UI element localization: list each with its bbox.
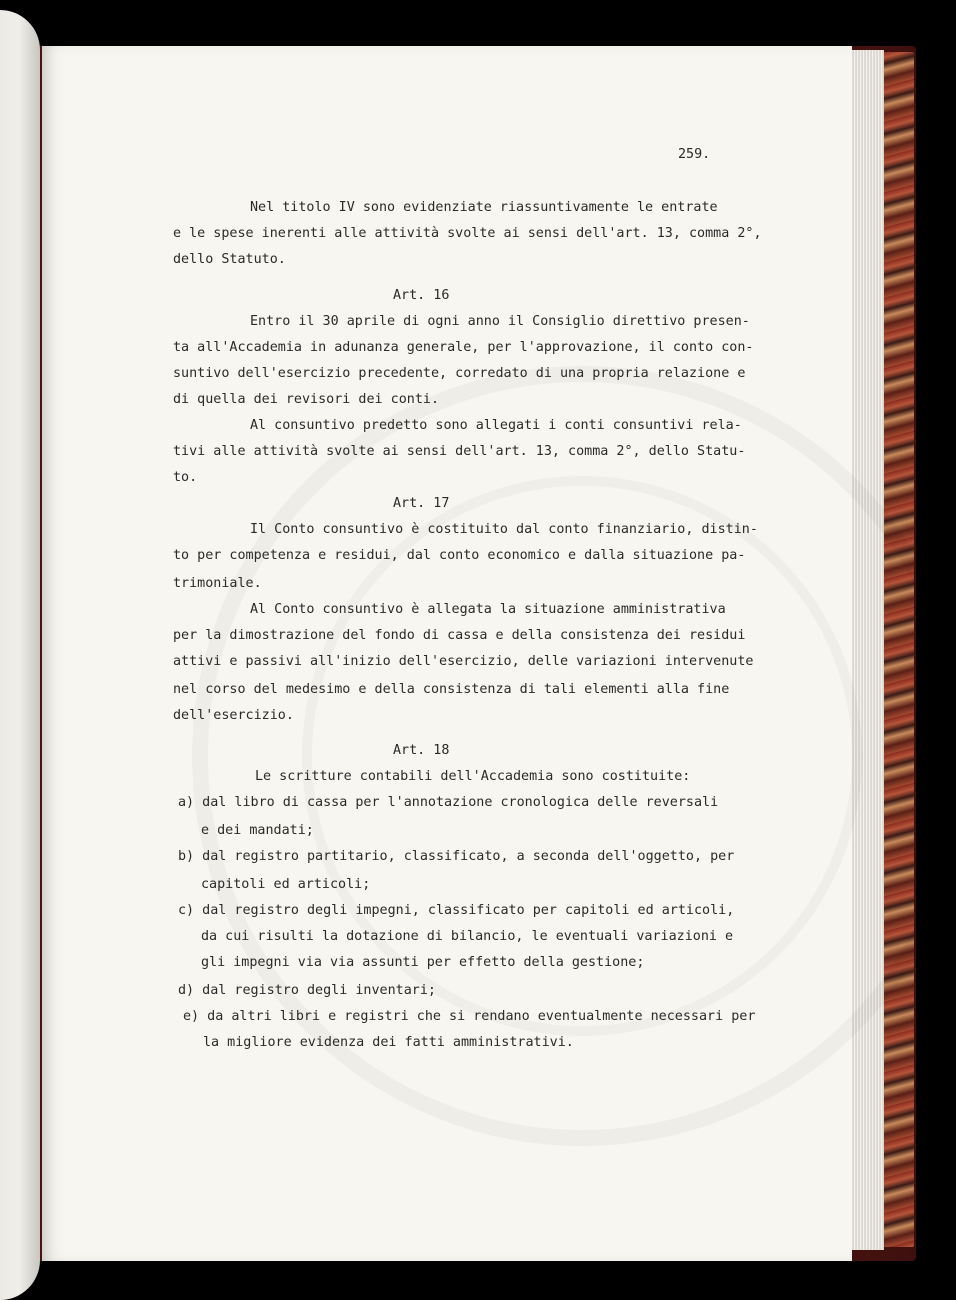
list-item-continuation: la migliore evidenza dei fatti amministrativi. (203, 1035, 574, 1050)
list-item: b) dal registro partitario, classificato, a seconda dell'oggetto, per (178, 849, 735, 864)
text-line: nel corso del medesimo e della consistenza di tali elementi alla fine (173, 682, 730, 697)
text-line: dello Statuto. (173, 252, 286, 267)
text-line: Nel titolo IV sono evidenziate riassuntivamente le entrate (250, 200, 718, 215)
text-line: dell'esercizio. (173, 708, 294, 723)
list-item: d) dal registro degli inventari; (178, 983, 436, 998)
text-line: e le spese inerenti alle attività svolte ai sensi dell'art. 13, comma 2°, (173, 226, 762, 241)
text-line: Entro il 30 aprile di ogni anno il Consiglio direttivo presen- (250, 314, 750, 329)
text-line: per la dimostrazione del fondo di cassa e della consistenza dei residui (173, 628, 746, 643)
text-line: Al Conto consuntivo è allegata la situazione amministrativa (250, 602, 726, 617)
left-facing-page (0, 10, 40, 1300)
list-item-continuation: da cui risulti la dotazione di bilancio, le eventuali variazioni e (201, 929, 734, 944)
page-number: 259. (678, 147, 711, 162)
text-line: attivi e passivi all'inizio dell'esercizio, delle variazioni intervenute (173, 654, 754, 669)
text-line: trimoniale. (173, 576, 262, 591)
text-line: suntivo dell'esercizio precedente, corredato di una propria relazione e (173, 366, 746, 381)
text-line: Al consuntivo predetto sono allegati i conti consuntivi rela- (250, 418, 742, 433)
text-line: Il Conto consuntivo è costituito dal conto finanziario, distin- (250, 522, 758, 537)
text-line: di quella dei revisori dei conti. (173, 392, 440, 407)
article-heading: Art. 17 (393, 496, 450, 511)
text-line: Le scritture contabili dell'Accademia sono costituite: (255, 769, 691, 784)
list-item-continuation: e dei mandati; (201, 823, 314, 838)
list-item: c) dal registro degli impegni, classificato per capitoli ed articoli, (178, 903, 735, 918)
text-line: tivi alle attività svolte ai sensi dell'art. 13, comma 2°, dello Statu- (173, 444, 746, 459)
list-item: a) dal libro di cassa per l'annotazione cronologica delle reversali (178, 795, 719, 810)
text-line: to per competenza e residui, dal conto economico e dalla situazione pa- (173, 548, 746, 563)
text-line: ta all'Accademia in adunanza generale, per l'approvazione, il conto con- (173, 340, 754, 355)
list-item-continuation: gli impegni via via assunti per effetto della gestione; (201, 955, 645, 970)
text-line: to. (173, 470, 198, 485)
article-heading: Art. 16 (393, 288, 450, 303)
list-item: e) da altri libri e registri che si rendano eventualmente necessari per (183, 1009, 756, 1024)
list-item-continuation: capitoli ed articoli; (201, 877, 371, 892)
article-heading: Art. 18 (393, 743, 450, 758)
